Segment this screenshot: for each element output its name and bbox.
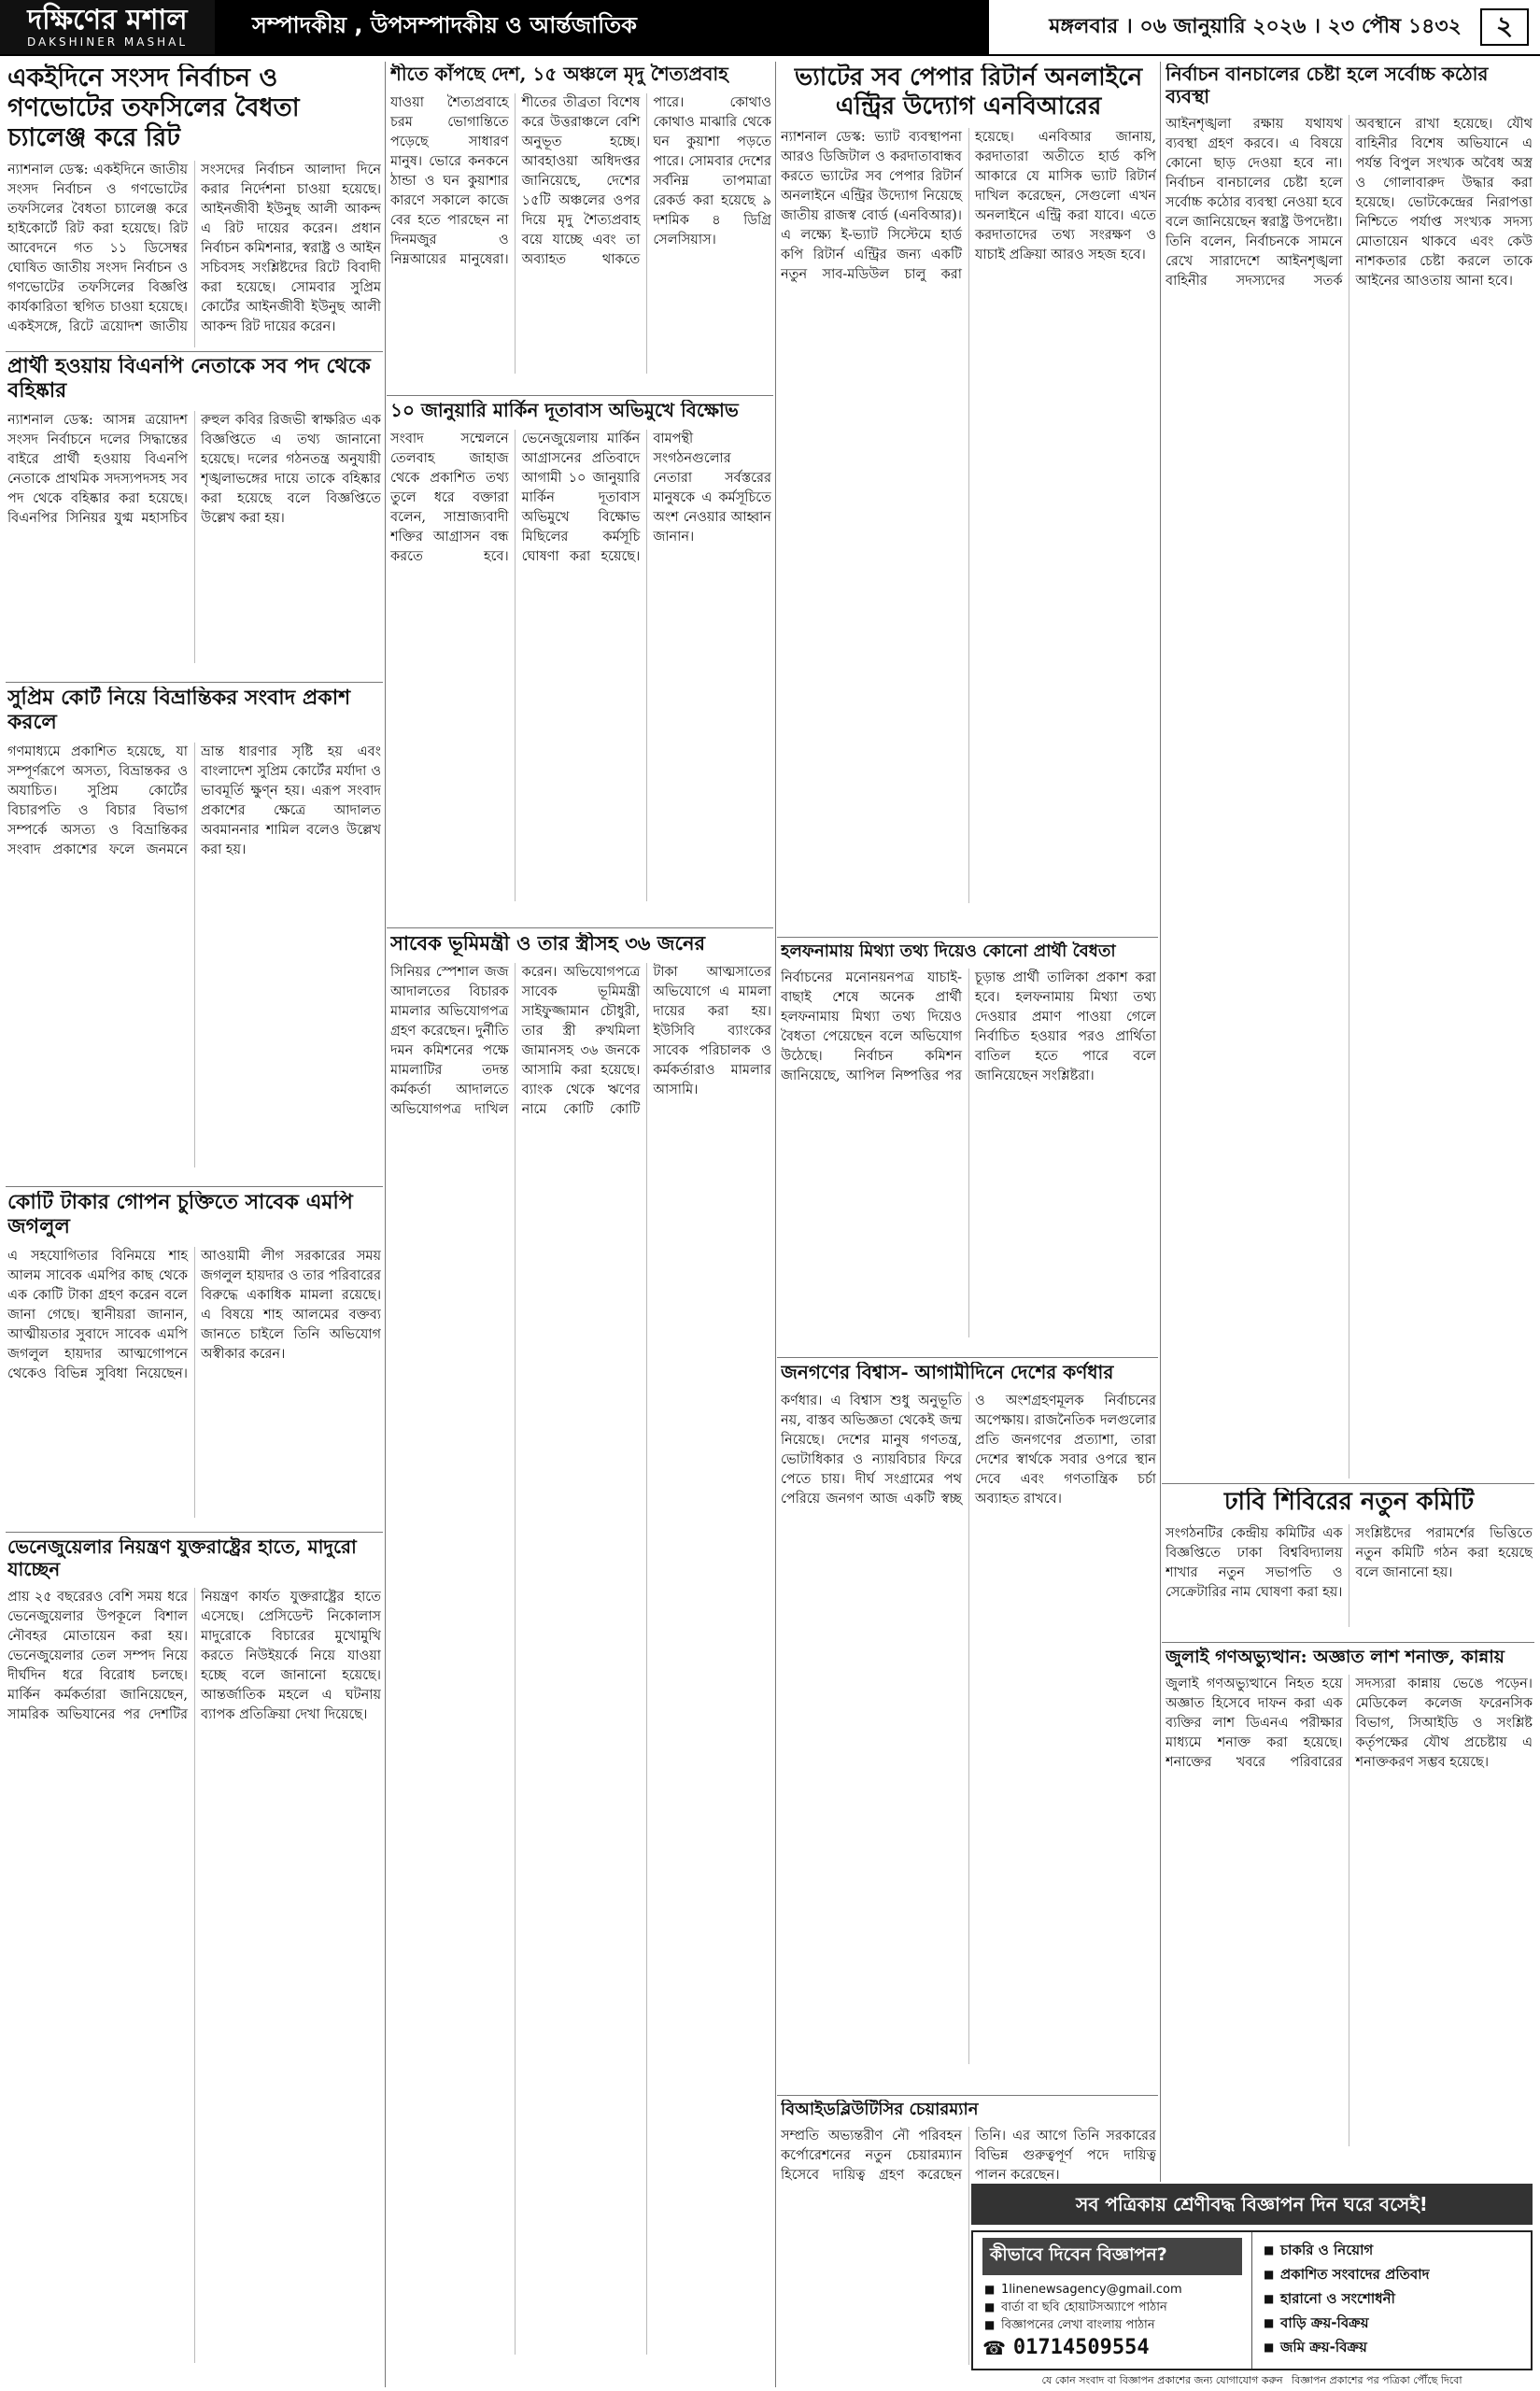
classified-ad-box [971,2230,1533,2370]
article-divider [777,937,1158,938]
article-election-security [1166,64,1533,1478]
article-divider [777,1357,1158,1358]
article-venezuela [7,1536,381,2382]
ad-category: ■ চাকরি ও নিয়োগ [1262,2238,1521,2262]
article-secret-deal [7,1191,381,1527]
headline: সাবেক ভূমিমন্ত্রী ও তার স্ত্রীসহ ৩৬ জনের [390,932,706,955]
ad-how-to-heading: কীভাবে দিবেন বিজ্ঞাপন? [982,2238,1242,2275]
section-title: সম্পাদকীয় , উপসম্পাদকীয় ও আর্ন্তজাতিক [215,0,989,54]
ad-category: ■ প্রকাশিত সংবাদের প্রতিবাদ [1262,2262,1521,2286]
page-number: ২ [1480,8,1529,46]
headline: ভ্যাটের সব পেপার রিটার্ন অনলাইনে এন্ট্রির উদ্যোগ এনবিআরের [794,64,1143,120]
headline: ১০ জানুয়ারি মার্কিন দূতাবাস অভিমুখে বিক্ষোভ [390,400,739,421]
ad-step: ■ 1linenewsagency@gmail.com [982,2281,1242,2299]
headline: জুলাই গণঅভ্যুত্থান: অজ্ঞাত লাশ শনাক্ত, কান্নায় [1166,1647,1505,1667]
ad-steps-list [982,2281,1242,2334]
ad-category: ■ হারানো ও সংশোধনী [1262,2286,1521,2311]
article-divider [6,682,383,683]
ad-footer-text: যে কোন সংবাদ বা বিজ্ঞাপন প্রকাশের জন্য যোগাযোগ করুন [1041,2374,1283,2386]
article-july-uprising [1166,1647,1533,2174]
article-divider [1162,1642,1534,1643]
ad-categories-list [1262,2238,1521,2359]
article-body: এ সহযোগিতার বিনিময়ে শাহ আলম সাবেক এমপির কাছ থেকে এক কোটি টাকা গ্রহণ করেন বলে জানা গেছে। স্থানীয়রা জানান, আত্মীয়তার সুবাদে সাবেক এমপি জগলুল হায়দার আত্মগোপনে থেকেও বিভিন্ন সুবিধা নিয়েছেন। আওয়ামী লীগ সরকারের সময় জগলুল হায়দার ও তার পরিবারের বিরুদ্ধে একাধিক মামলা রয়েছে। এ বিষয়ে শাহ আলমের বক্তব্য জানতে চাইলে তিনি অভিযোগ অস্বীকার করেন। [7,1248,381,1381]
masthead [0,0,1540,56]
issue-date: মঙ্গলবার । ০৬ জানুয়ারি ২০২৬ । ২৩ পৌষ ১৪৩২ [1049,14,1462,38]
article-du-shibir [1166,1488,1533,1637]
article-cold-wave [390,64,771,390]
column-divider [385,62,386,2387]
logo-title-en: DAKSHINER MASHAL [26,35,189,49]
article-divider [777,2095,1158,2096]
headline: কোটি টাকার গোপন চুক্তিতে সাবেক এমপি জগলুল [7,1191,353,1238]
headline: নির্বাচন বানচালের চেষ্টা হলে সর্বোচ্চ কঠোর ব্যবস্থা [1166,64,1489,107]
ad-phone: 01714509554 [1012,2336,1150,2359]
article-writ-petition [7,64,381,347]
article-body: ন্যাশনাল ডেস্ক: একইদিনে জাতীয় সংসদ নির্বাচন ও গণভোটের তফসিলের বৈধতা চ্যালেঞ্জ করে হাইকোর্টে রিট করা হয়েছে। রিট আবেদনে গত ১১ ডিসেম্বর ঘোষিত জাতীয় সংসদ নির্বাচন ও গণভোটের তফসিলের বিজ্ঞপ্তি কার্যকারিতা স্থগিত চাওয়া হয়েছে। একইসঙ্গে, রিটে ত্রয়োদশ জাতীয় সংসদের নির্বাচন আলাদা দিনে করার নির্দেশনা চাওয়া হয়েছে। আইনজীবী ইউনুছ আলী আকন্দ এ রিট দায়ের করেন। প্রধান নির্বাচন কমিশনার, স্বরাষ্ট্র ও আইন সচিবসহ সংশ্লিষ্টদের রিটে বিবাদী করা হয়েছে। সোমবার সুপ্রিম কোর্টের আইনজীবী ইউনুছ আলী আকন্দ রিট দায়ের করেন। [7,162,381,334]
headline: সুপ্রিম কোর্ট নিয়ে বিভ্রান্তিকর সংবাদ প্রকাশ করলে [7,686,351,734]
article-body: সংগঠনটির কেন্দ্রীয় কমিটির এক বিজ্ঞপ্তিতে ঢাকা বিশ্ববিদ্যালয় শাখার নতুন সভাপতি ও সেক্রেটারির নাম ঘোষণা করা হয়। সংশ্লিষ্টদের পরামর্শের ভিত্তিতে নতুন কমিটি গঠন করা হয়েছে বলে জানানো হয়। [1166,1525,1533,1600]
article-public-trust [781,1362,1156,2090]
column-divider [1160,62,1161,2182]
article-body: ন্যাশনাল ডেস্ক: ভ্যাট ব্যবস্থাপনা আরও ডিজিটাল ও করদাতাবান্ধব করতে ভ্যাটের সব পেপার রিটার্ন অনলাইনে এন্ট্রির উদ্যোগ নিয়েছে জাতীয় রাজস্ব বোর্ড (এনবিআর)। এ লক্ষ্যে ই-ভ্যাট সিস্টেমে হার্ড কপি রিটার্ন এন্ট্রির জন্য একটি নতুন সাব-মডিউল চালু করা হয়েছে। এনবিআর জানায়, করদাতারা অতীতে হার্ড কপি আকারে যে মাসিক ভ্যাট রিটার্ন দাখিল করেছেন, সেগুলো এখন অনলাইনে এন্ট্রি করা যাবে। এতে করদাতাদের তথ্য সংরক্ষণ ও যাচাই প্রক্রিয়া আরও সহজ হবে। [781,130,1156,283]
article-body: নির্বাচনের মনোনয়নপত্র যাচাই-বাছাই শেষে অনেক প্রার্থী হলফনামায় মিথ্যা তথ্য দিয়েও বৈধতা পেয়েছেন বলে অভিযোগ উঠেছে। নির্বাচন কমিশন জানিয়েছে, আপিল নিষ্পত্তির পর চূড়ান্ত প্রার্থী তালিকা প্রকাশ করা হবে। হলফনামায় মিথ্যা তথ্য দেওয়ার প্রমাণ পাওয়া গেলে নির্বাচিত হওয়ার পরও প্রার্থিতা বাতিল হতে পারে বলে জানিয়েছেন সংশ্লিষ্টরা। [781,970,1156,1084]
headline: একইদিনে সংসদ নির্বাচন ও গণভোটের তফসিলের বৈধতা চ্যালেঞ্জ করে রিট [7,64,300,152]
article-divider [6,1186,383,1187]
headline: হলফনামায় মিথ্যা তথ্য দিয়েও কোনো প্রার্থী বৈধতা [781,941,1116,961]
article-body: গণমাধ্যমে প্রকাশিত হয়েছে, যা সম্পূর্ণরূপে অসত্য, বিভ্রান্তকর ও অযাচিত। সুপ্রিম কোর্টের বিচারপতি ও বিচার বিভাগ সম্পর্কে অসত্য ও বিভ্রান্তিকর সংবাদ প্রকাশের ফলে জনমনে ভ্রান্ত ধারণার সৃষ্টি হয় এবং বাংলাদেশ সুপ্রিম কোর্টের মর্যাদা ও ভাবমূর্তি ক্ষুণ্ন হয়। এরূপ সংবাদ প্রকাশের ক্ষেত্রে আদালত অবমাননার শামিল বলেও উল্লেখ করা হয়। [7,743,381,857]
date-block [989,0,1540,54]
article-vat-return [781,64,1156,932]
article-body: সংবাদ সম্মেলনে তেলবাহ জাহাজ থেকে প্রকাশিত তথ্য তুলে ধরে বক্তারা বলেন, সাম্রাজ্যবাদী শক্তির আগ্রাসন বন্ধ করতে হবে। ভেনেজুয়েলায় মার্কিন আগ্রাসনের প্রতিবাদে আগামী ১০ জানুয়ারি মার্কিন দূতাবাস অভিমুখে বিক্ষোভ মিছিলের কর্মসূচি ঘোষণা করা হয়েছে। বামপন্থী সংগঠনগুলোর নেতারা সর্বস্তরের মানুষকে এ কর্মসূচিতে অংশ নেওয়ার আহ্বান জানান। [390,431,771,564]
article-divider [6,1532,383,1533]
headline: ঢাবি শিবিরের নতুন কমিটি [1223,1488,1475,1516]
article-body: সিনিয়র স্পেশাল জজ আদালতের বিচারক মামলার অভিযোগপত্র গ্রহণ করেছেন। দুর্নীতি দমন কমিশনের পক্ষে মামলাটির তদন্ত কর্মকর্তা আদালতে অভিযোগপত্র দাখিল করেন। অভিযোগপত্রে সাবেক ভূমিমন্ত্রী সাইফুজ্জামান চৌধুরী, তার স্ত্রী রুখমিলা জামানসহ ৩৬ জনকে আসামি করা হয়েছে। ব্যাংক থেকে ঋণের নামে কোটি কোটি টাকা আত্মসাতের অভিযোগে এ মামলা দায়ের করা হয়। ইউসিবি ব্যাংকের সাবেক পরিচালক ও কর্মকর্তারাও মামলার আসামি। [390,964,771,1117]
article-body: প্রায় ২৫ বছরেরও বেশি সময় ধরে ভেনেজুয়েলার উপকূলে বিশাল নৌবহর মোতায়েন করা হয়। ভেনেজুয়েলার তেল সম্পদ নিয়ে দীর্ঘদিন ধরে বিরোধ চলছে। মার্কিন কর্মকর্তারা জানিয়েছেন, সামরিক অভিযানের পর দেশটির নিয়ন্ত্রণ কার্যত যুক্তরাষ্ট্রের হাতে এসেছে। প্রেসিডেন্ট নিকোলাস মাদুরোকে বিচারের মুখোমুখি করতে নিউইয়র্কে নিয়ে যাওয়া হচ্ছে বলে জানানো হয়েছে। আন্তর্জাতিক মহলে এ ঘটনায় ব্যাপক প্রতিক্রিয়া দেখা দিয়েছে। [7,1590,381,1723]
headline: শীতে কাঁপছে দেশ, ১৫ অঞ্চলে মৃদু শৈত্যপ্রবাহ [390,64,728,85]
column-divider [775,62,776,2387]
ad-step: ■ বার্তা বা ছবি হোয়াটসঅ্যাপে পাঠান [982,2299,1242,2316]
article-body: সম্প্রতি অভ্যন্তরীণ নৌ পরিবহন কর্পোরেশনের নতুন চেয়ারম্যান হিসেবে দায়িত্ব গ্রহণ করেছেন তিনি। এর আগে তিনি সরকারের বিভিন্ন গুরুত্বপূর্ণ পদে দায়িত্ব পালন করেছেন। [781,2129,1156,2184]
article-body: আইনশৃঙ্খলা রক্ষায় যথাযথ ব্যবস্থা গ্রহণ করবে। এ বিষয়ে কোনো ছাড় দেওয়া হবে না। নির্বাচন বানচালের চেষ্টা হলে সর্বোচ্চ কঠোর ব্যবস্থা নেওয়া হবে বলে জানিয়েছেন স্বরাষ্ট্র উপদেষ্টা। তিনি বলেন, নির্বাচনকে সামনে রেখে সারাদেশে আইনশৃঙ্খলা বাহিনীর সদস্যদের সতর্ক অবস্থানে রাখা হয়েছে। যৌথ বাহিনীর বিশেষ অভিযানে এ পর্যন্ত বিপুল সংখ্যক অবৈধ অস্ত্র ও গোলাবারুদ উদ্ধার করা হয়েছে। ভোটকেন্দ্রের নিরাপত্তা নিশ্চিতে পর্যাপ্ত সংখ্যক সদস্য মোতায়েন থাকবে এবং কেউ নাশকতার চেষ্টা করলে তাকে আইনের আওতায় আনা হবে। [1166,117,1533,290]
article-body: যাওয়া শৈত্যপ্রবাহে চরম ভোগান্তিতে পড়েছে সাধারণ মানুষ। ভোরে কনকনে ঠান্ডা ও ঘন কুয়াশার কারণে সকালে কাজে বের হতে পারছেন না দিনমজুর ও নিম্নআয়ের মানুষেরা। শীতের তীব্রতা বিশেষ করে উত্তরাঞ্চলে বেশি অনুভূত হচ্ছে। আবহাওয়া অধিদপ্তর জানিয়েছে, দেশের ১৫টি অঞ্চলের ওপর দিয়ে মৃদু শৈত্যপ্রবাহ বয়ে যাচ্ছে এবং তা অব্যাহত থাকতে পারে। কোথাও কোথাও মাঝারি থেকে ঘন কুয়াশা পড়তে পারে। সোমবার দেশের সর্বনিম্ন তাপমাত্রা রেকর্ড করা হয়েছে ৯ দশমিক ৪ ডিগ্রি সেলসিয়াস। [390,94,771,267]
ad-step-extra: বিজ্ঞাপন প্রকাশের পর পত্রিকা পৌঁছে দিবো [1292,2374,1462,2386]
article-body: কর্ণধার। এ বিশ্বাস শুধু অনুভূতি নয়, বাস্তব অভিজ্ঞতা থেকেই জন্ম নিয়েছে। দেশের মানুষ গণতন্ত্র, ভোটাধিকার ও ন্যায়বিচার ফিরে পেতে চায়। দীর্ঘ সংগ্রামের পথ পেরিয়ে জনগণ আজ একটি স্বচ্ছ ও অংশগ্রহণমূলক নির্বাচনের অপেক্ষায়। রাজনৈতিক দলগুলোর প্রতি জনগণের প্রত্যাশা, তারা দেশের স্বার্থকে সবার ওপরে স্থান দেবে এবং গণতান্ত্রিক চর্চা অব্যাহত রাখবে। [781,1393,1156,1507]
article-divider [387,395,773,396]
classified-ad-banner: সব পত্রিকায় শ্রেণীবদ্ধ বিজ্ঞাপন দিন ঘরে বসেই! [971,2184,1533,2225]
article-body: জুলাই গণঅভ্যুত্থানে নিহত হয়ে অজ্ঞাত হিসেবে দাফন করা এক ব্যক্তির লাশ ডিএনএ পরীক্ষার মাধ্যমে শনাক্ত করা হয়েছে। শনাক্তের খবরে পরিবারের সদস্যরা কান্নায় ভেঙে পড়েন। মেডিকেল কলেজ ফরেনসিক বিভাগ, সিআইডি ও সংশ্লিষ্ট কর্তৃপক্ষের যৌথ প্রচেষ্টায় এ শনাক্তকরণ সম্ভব হয়েছে। [1166,1677,1533,1771]
article-divider [6,351,383,352]
article-bnp-expulsion [7,355,381,677]
article-supreme-court [7,686,381,1181]
ad-category: ■ জমি ক্রয়-বিক্রয় [1262,2335,1521,2359]
ad-category: ■ বাড়ি ক্রয়-বিক্রয় [1262,2311,1521,2335]
phone-icon: ☎ [982,2336,1006,2359]
headline: প্রার্থী হওয়ায় বিএনপি নেতাকে সব পদ থেকে বহিষ্কার [7,355,371,403]
article-us-embassy-protest [390,400,771,923]
article-divider [1162,1483,1534,1484]
headline: বিআইডব্লিউটিসির চেয়ারম্যান [781,2100,979,2119]
article-divider [387,927,773,928]
logo-title-bn: দক্ষিণের মশাল [27,4,188,36]
article-affidavit [781,941,1156,1352]
ad-step: ■ বিজ্ঞাপনের লেখা বাংলায় পাঠান [982,2316,1242,2334]
phone-number [982,2336,1242,2359]
headline: জনগণের বিশ্বাস- আগামীদিনে দেশের কর্ণধার [781,1362,1114,1383]
ad-footer-note [971,2372,1533,2389]
article-land-minister [390,932,771,2382]
newspaper-logo [0,0,215,54]
article-body: ন্যাশনাল ডেস্ক: আসন্ন ত্রয়োদশ সংসদ নির্বাচনে দলের সিদ্ধান্তের বাইরে প্রার্থী হওয়ায় বিএনপি নেতাকে প্রাথমিক সদস্যপদসহ সব পদ থেকে বহিষ্কার করা হয়েছে। বিএনপির সিনিয়র যুগ্ম মহাসচিব রুহুল কবির রিজভী স্বাক্ষরিত এক বিজ্ঞপ্তিতে এ তথ্য জানানো হয়েছে। দলের গঠনতন্ত্র অনুযায়ী শৃঙ্খলাভঙ্গের দায়ে তাকে বহিষ্কার করা হয়েছে বলে বিজ্ঞপ্তিতে উল্লেখ করা হয়। [7,412,381,526]
headline: ভেনেজুয়েলার নিয়ন্ত্রণ যুক্তরাষ্ট্রের হাতে, মাদুরো যাচ্ছেন [7,1536,357,1580]
